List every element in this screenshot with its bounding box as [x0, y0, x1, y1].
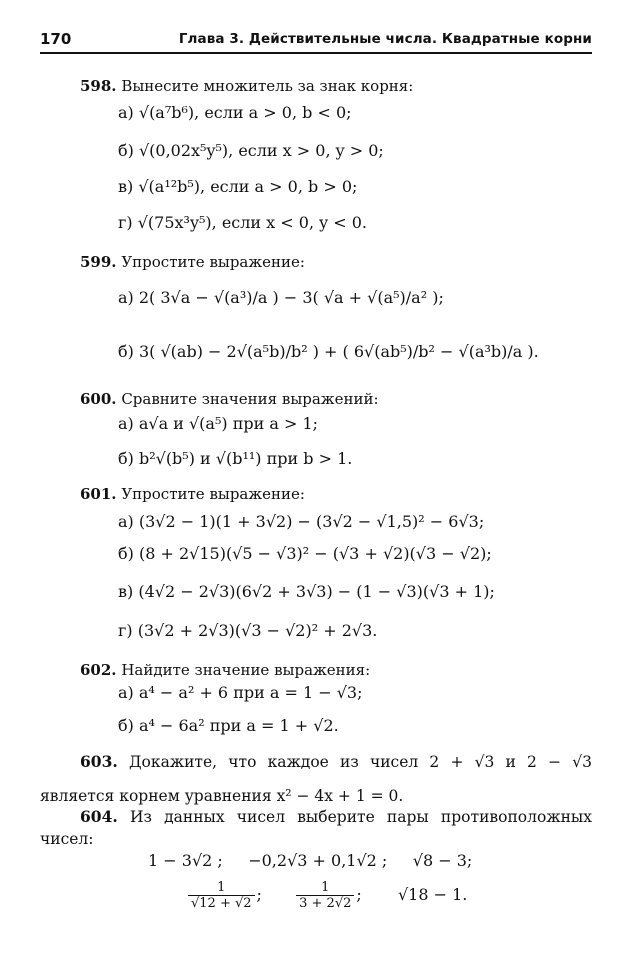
fraction-denominator: 3 + 2√2: [299, 896, 352, 911]
problem-title: Упростите выражение:: [121, 253, 305, 271]
problem-title: Упростите выражение:: [121, 485, 305, 503]
problem-title: Сравните значения выражений:: [121, 390, 379, 408]
problem-601-heading: [80, 485, 305, 503]
problem-601-item-b: б) (8 + 2√15)(√5 − √3)² − (√3 + √2)(√3 − √2);: [118, 544, 492, 563]
problem-598-item-a: а) √(a⁷b⁶), если a > 0, b < 0;: [118, 103, 352, 122]
problem-601-item-d: г) (3√2 + 2√3)(√3 − √2)² + 2√3.: [118, 621, 378, 640]
problem-598-item-b: б) √(0,02x⁵y⁵), если x > 0, y > 0;: [118, 141, 384, 160]
fraction-denominator: √12 + √2: [191, 896, 252, 911]
problem-number: 604.: [80, 807, 118, 826]
problem-604: [40, 806, 592, 850]
problem-604-numbers-row2: $\frac{1}{√12 + √2}$ ; $\frac{1}{3 + 2√2}$ ; √18 − 1.: [186, 880, 467, 911]
number-sqrt18-minus-1: √18 − 1.: [397, 885, 468, 904]
fraction-1: [188, 880, 255, 911]
problem-602-item-b: б) a⁴ − 6a² при a = 1 + √2.: [118, 716, 339, 735]
problem-599-item-a: а) 2( 3√a − √(a³)/a ) − 3( √a + √(a⁵)/a² );: [118, 288, 444, 307]
problem-text: Докажите, что каждое из чисел 2 + √3 и 2 − √3 является корнем уравнения x² − 4x + 1 = 0.: [40, 753, 592, 805]
problem-600-heading: [80, 390, 379, 408]
problem-599-item-b: б) 3( √(ab) − 2√(a⁵b)/b² ) + ( 6√(ab⁵)/b² − √(a³b)/a ).: [118, 342, 539, 361]
chapter-title: Глава 3. Действительные числа. Квадратные корни: [178, 31, 592, 47]
problem-600-item-a: а) a√a и √(a⁵) при a > 1;: [118, 414, 319, 433]
problem-text: Из данных чисел выберите пары противоположных чисел:: [40, 808, 592, 848]
problem-604-numbers-row1: 1 − 3√2 ; −0,2√3 + 0,1√2 ; √8 − 3;: [148, 851, 473, 870]
problem-602-item-a: а) a⁴ − a² + 6 при a = 1 − √3;: [118, 683, 363, 702]
problem-598-item-d: г) √(75x³y⁵), если x < 0, y < 0.: [118, 213, 367, 232]
problem-number: 600.: [80, 390, 117, 408]
problem-number: 598.: [80, 77, 117, 95]
problem-number: 599.: [80, 253, 117, 271]
page-number: 170: [40, 30, 72, 48]
problem-title: Найдите значение выражения:: [121, 661, 371, 679]
problem-598-item-c: в) √(a¹²b⁵), если a > 0, b > 0;: [118, 177, 358, 196]
problem-598-heading: [80, 77, 413, 95]
problem-599-heading: [80, 253, 305, 271]
problem-number: 602.: [80, 661, 117, 679]
fraction-2: [296, 880, 354, 911]
problem-601-item-a: а) (3√2 − 1)(1 + 3√2) − (3√2 − √1,5)² − 6√3;: [118, 512, 485, 531]
problem-602-heading: [80, 661, 370, 679]
problem-number: 603.: [80, 752, 118, 771]
problem-601-item-c: в) (4√2 − 2√3)(6√2 + 3√3) − (1 − √3)(√3 + 1);: [118, 582, 495, 601]
problem-603: [40, 745, 592, 813]
problem-600-item-b: б) b²√(b⁵) и √(b¹¹) при b > 1.: [118, 449, 353, 468]
problem-number: 601.: [80, 485, 117, 503]
fraction-numerator: 1: [296, 880, 354, 896]
fraction-numerator: 1: [188, 880, 255, 896]
page-header: [40, 30, 592, 54]
problem-title: Вынесите множитель за знак корня:: [121, 77, 414, 95]
